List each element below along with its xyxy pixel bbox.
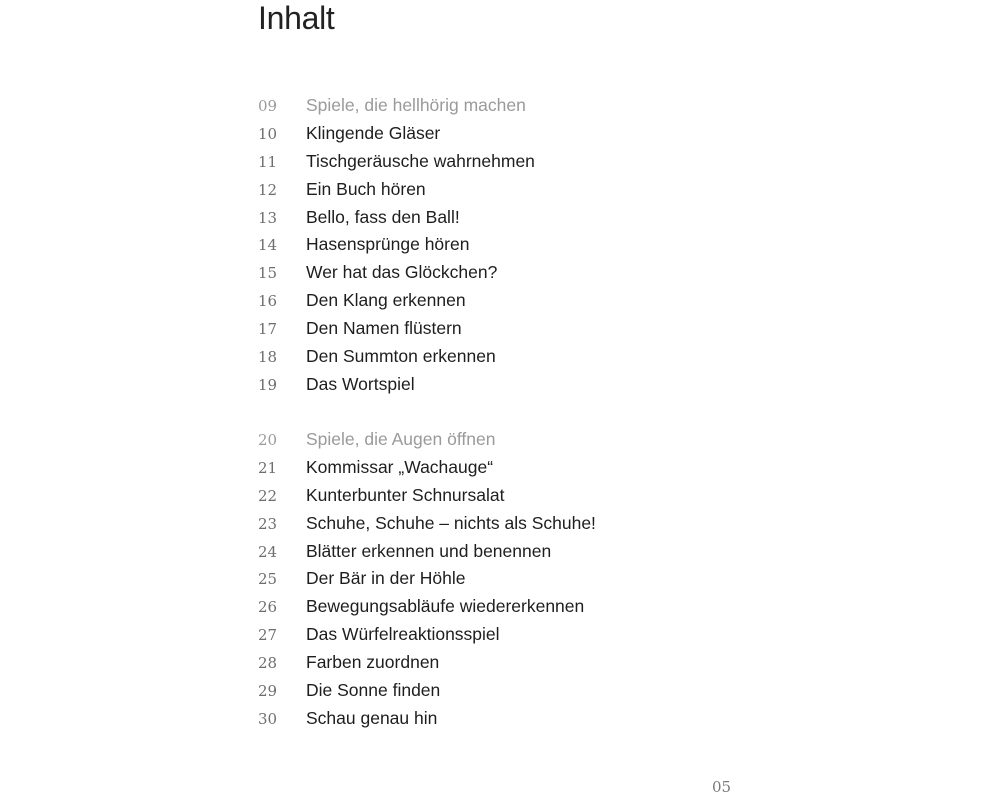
- toc-entry: [258, 565, 718, 593]
- page-ref: 14: [258, 236, 278, 255]
- entry-title: Farben zuordnen: [306, 652, 440, 673]
- entry-title: Bello, fass den Ball!: [306, 206, 460, 227]
- entry-title: Kommissar „Wachauge“: [306, 456, 494, 477]
- entry-title: Tischgeräusche wahrnehmen: [306, 150, 535, 171]
- toc-entry: [258, 510, 718, 538]
- toc-entry: [258, 176, 718, 204]
- page-ref: 27: [258, 626, 278, 645]
- page-ref: 30: [258, 709, 278, 728]
- entry-title: Kunterbunter Schnursalat: [306, 484, 505, 505]
- page-ref: 28: [258, 654, 278, 673]
- entry-title: Das Würfelreaktionsspiel: [306, 624, 500, 645]
- entry-title: Bewegungsabläufe wiedererkennen: [306, 596, 585, 617]
- section-heading: [258, 426, 718, 454]
- toc-entry: [258, 705, 718, 733]
- toc-entry: [258, 315, 718, 343]
- entry-title: Das Wortspiel: [306, 373, 415, 394]
- entry-title: Klingende Gläser: [306, 122, 441, 143]
- section-title: Spiele, die Augen öffnen: [306, 429, 496, 449]
- toc-section-hearing: [258, 92, 718, 399]
- entry-title: Schuhe, Schuhe – nichts als Schuhe!: [306, 512, 596, 533]
- toc-entry: [258, 259, 718, 287]
- entry-title: Der Bär in der Höhle: [306, 568, 466, 589]
- page-number: 05: [712, 778, 732, 796]
- page-title: Inhalt: [258, 0, 335, 36]
- page-ref: 10: [258, 124, 278, 143]
- entry-title: Wer hat das Glöckchen?: [306, 262, 498, 283]
- entry-title: Den Klang erkennen: [306, 290, 466, 311]
- page-ref: 09: [258, 97, 278, 115]
- entry-title: Ein Buch hören: [306, 178, 426, 199]
- page-ref: 24: [258, 542, 278, 561]
- entry-title: Den Namen flüstern: [306, 318, 462, 339]
- page-ref: 12: [258, 180, 278, 199]
- page-ref: 19: [258, 375, 278, 394]
- toc-entry: [258, 204, 718, 232]
- page-ref: 29: [258, 682, 278, 701]
- page-ref: 22: [258, 486, 278, 505]
- page-ref: 25: [258, 570, 278, 589]
- page-ref: 21: [258, 458, 278, 477]
- entry-title: Die Sonne finden: [306, 680, 441, 701]
- toc-section-seeing: [258, 426, 718, 733]
- page-ref: 18: [258, 348, 278, 367]
- page-ref: 11: [258, 152, 278, 171]
- page-ref: 16: [258, 292, 278, 311]
- page-ref: 17: [258, 320, 278, 339]
- page-ref: 26: [258, 598, 278, 617]
- page-ref: 20: [258, 431, 278, 449]
- toc-entry: [258, 120, 718, 148]
- page-ref: 15: [258, 264, 278, 283]
- page-ref: 23: [258, 514, 278, 533]
- toc-entry: [258, 677, 718, 705]
- toc-entry: [258, 287, 718, 315]
- section-title: Spiele, die hellhörig machen: [306, 95, 526, 115]
- toc-entry: [258, 343, 718, 371]
- toc-entry: [258, 371, 718, 399]
- toc-entry: [258, 621, 718, 649]
- toc-entry: [258, 482, 718, 510]
- toc-entry: [258, 231, 718, 259]
- toc-entry: [258, 593, 718, 621]
- section-heading: [258, 92, 718, 120]
- toc-entry: [258, 649, 718, 677]
- toc-entry: [258, 454, 718, 482]
- entry-title: Schau genau hin: [306, 707, 438, 728]
- entry-title: Hasensprünge hören: [306, 234, 470, 255]
- entry-title: Den Summton erkennen: [306, 346, 496, 367]
- page-ref: 13: [258, 208, 278, 227]
- toc-entry: [258, 538, 718, 566]
- toc-entry: [258, 148, 718, 176]
- entry-title: Blätter erkennen und benennen: [306, 540, 552, 561]
